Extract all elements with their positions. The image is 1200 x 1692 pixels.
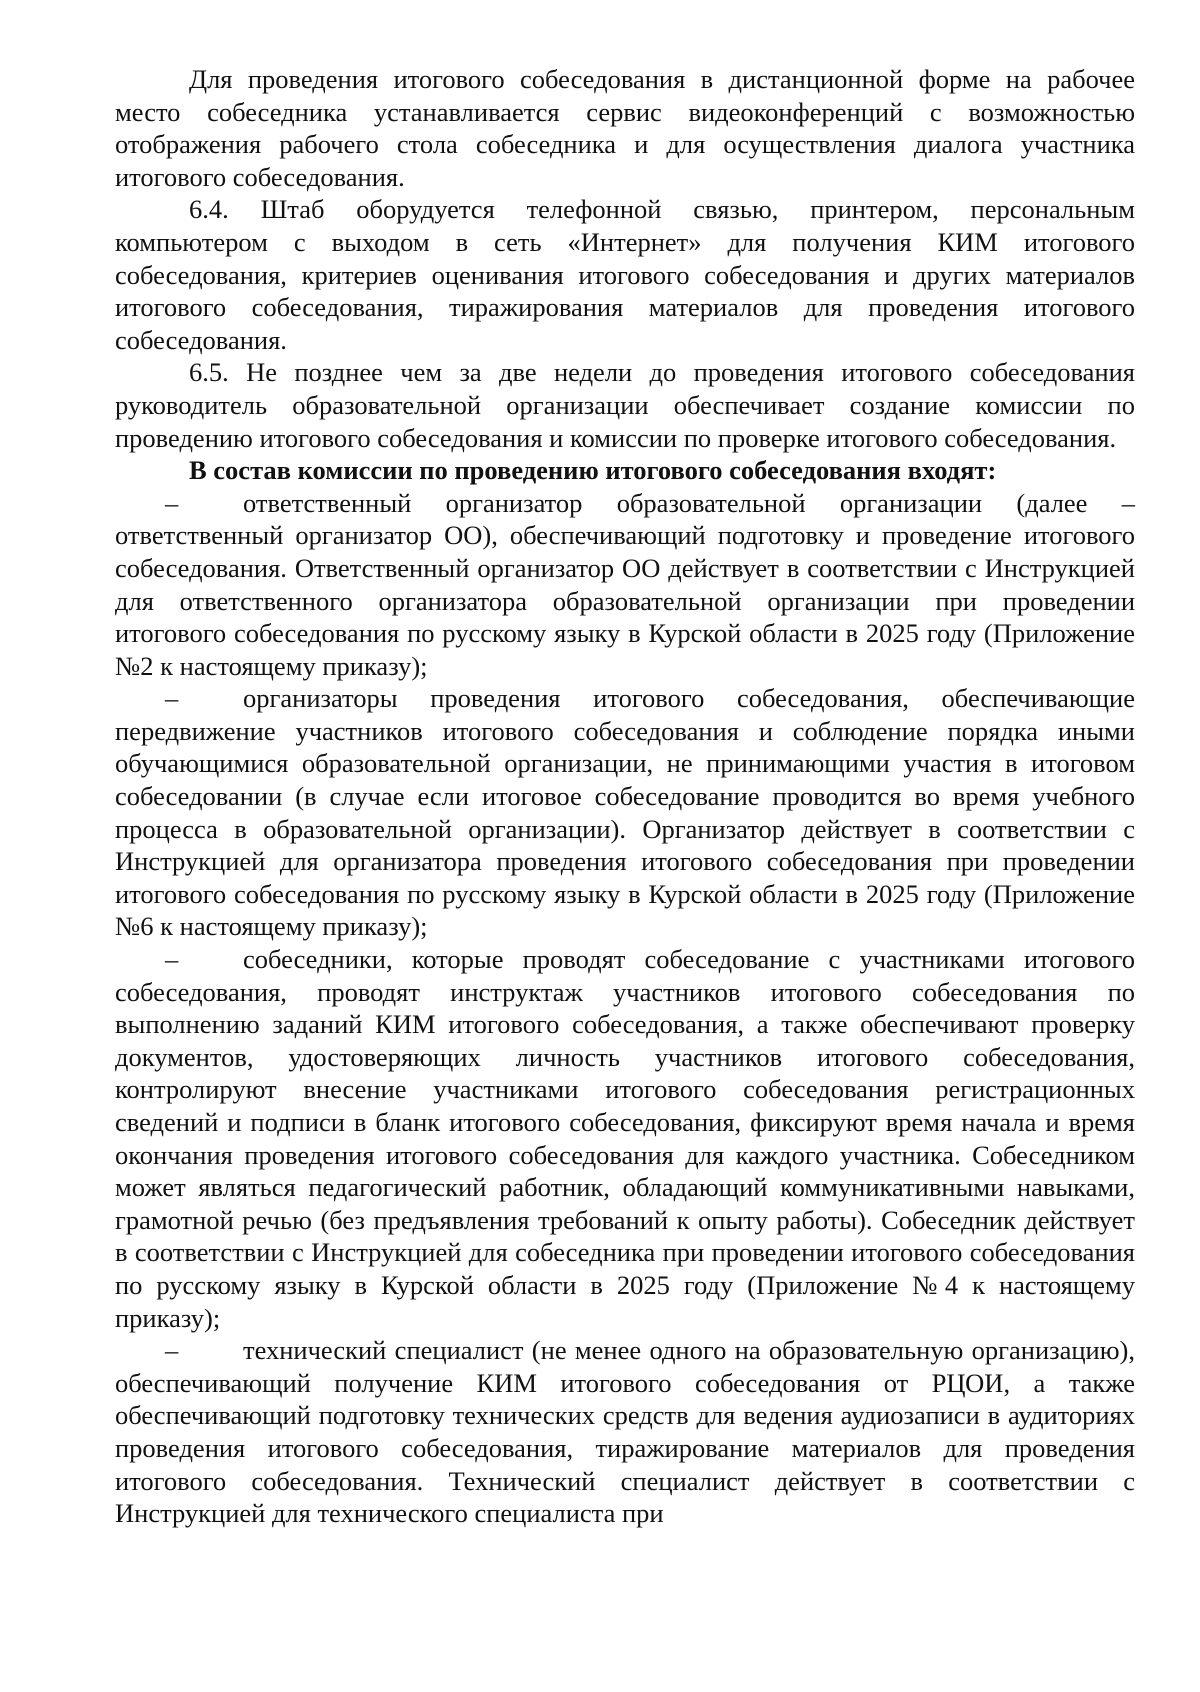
list-dash: – [165,683,179,714]
list-item-organizers [115,682,1135,943]
list-item-text: собеседники, которые проводят собеседование с участниками итогового собеседования, проводят инструктаж участников итогового собеседования по выполнению заданий КИМ итогового собеседования, а также обеспечивают проверку документов, удостоверяющих личность участников итогового собеседования, контролируют внесение участниками итогового собеседования регистрационных сведений и подписи в бланк итогового собеседования, фиксируют время начала и время окончания проведения итогового собеседования для каждого участника. Собеседником может являться педагогический работник, обладающий коммуникативными навыками, грамотной речью (без предъявления требований к опыту работы). Собеседник действует в соответствии с Инструкцией для собеседника при проведении итогового собеседования по русскому языку в Курской области в 2025 году (Приложение №4 к настоящему приказу); [115,944,1135,1333]
document-body [115,63,1135,1530]
paragraph-text: 6.5. Не позднее чем за две недели до проведения итогового собеседования руководитель образовательной организации обеспечивает создание комиссии по проведению итогового собеседования и комиссии по проверке итогового собеседования. [115,357,1135,453]
list-item-text: организаторы проведения итогового собеседования, обеспечивающие передвижение участников итогового собеседования и соблюдение порядка иными обучающимися образовательной организации, не принимающими участия в итоговом собеседовании (в случае если итоговое собеседование проводится во время учебного процесса в образовательной организации). Организатор действует в соответствии с Инструкцией для организатора проведения итогового собеседования при проведении итогового собеседования по русскому языку в Курской области в 2025 году (Приложение №6 к настоящему приказу); [115,683,1135,942]
paragraph-videoconference [115,63,1135,193]
list-dash: – [165,487,179,518]
list-item-text: ответственный организатор образовательной организации (далее – ответственный организатор ОО), обеспечивающий подготовку и проведение итогового собеседования. Ответственный организатор ОО действует в соответствии с Инструкцией для ответственного организатора образовательной организации при проведении итогового собеседования по русскому языку в Курской области в 2025 году (Приложение №2 к настоящему приказу); [115,487,1135,681]
heading-text: В состав комиссии по проведению итогового собеседования входят: [189,455,997,486]
list-item-interlocutors [115,943,1135,1334]
list-item-text: технический специалист (не менее одного на образовательную организацию), обеспечивающий получение КИМ итогового собеседования от РЦОИ, а также обеспечивающий подготовку технических средств для ведения аудиозаписи в аудиториях проведения итогового собеседования, тиражирование материалов для проведения итогового собеседования. Технический специалист действует в соответствии с Инструкцией для технического специалиста при [115,1335,1135,1529]
list-dash: – [165,944,179,975]
list-item-technical-specialist [115,1334,1135,1530]
list-dash: – [165,1335,179,1366]
paragraph-text: 6.4. Штаб оборудуется телефонной связью, принтером, персональным компьютером с выходом в сеть «Интернет» для получения КИМ итогового собеседования, критериев оценивания итогового собеседования и других материалов итогового собеседования, тиражирования материалов для проведения итогового собеседования. [115,194,1135,355]
paragraph-6-4-hq-equipment [115,193,1135,356]
paragraph-text: Для проведения итогового собеседования в дистанционной форме на рабочее место собеседника устанавливается сервис видеоконференций с возможностью отображения рабочего стола собеседника и для осуществления диалога участника итогового собеседования. [115,64,1135,192]
paragraph-6-5-commission [115,356,1135,454]
list-item-responsible-organizer [115,487,1135,683]
section-heading [115,454,1135,487]
